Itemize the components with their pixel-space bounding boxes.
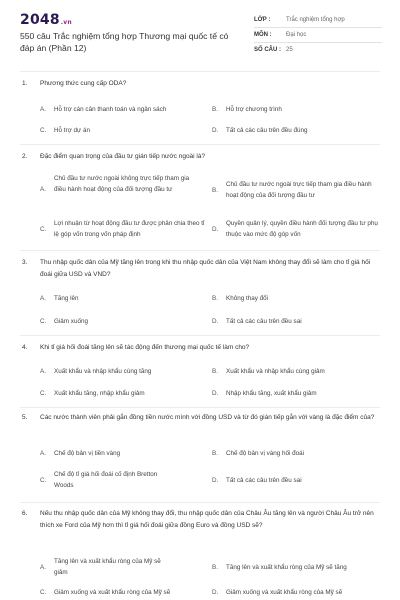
option-label: C.: [40, 127, 47, 134]
logo-text: 2048: [20, 12, 60, 28]
option-text: Nhập khẩu tăng, xuất khẩu giảm: [226, 390, 317, 397]
option-text: Tăng lên: [54, 295, 79, 302]
option-label: C.: [40, 477, 47, 484]
option-text: Tất cả các câu trên đều đúng: [226, 127, 308, 134]
meta-divider: [254, 27, 382, 28]
question-text: Khi tỉ giá hối đoái tăng lên sẽ tác động đến thương mại quốc tế làm cho?: [40, 344, 250, 351]
question-text: Các nước thành viên phải gắn đồng tiền nước mình với đồng USD và từ đó gián tiếp gắn với vàng là đặc điểm của?: [40, 414, 375, 421]
option-label: A.: [40, 368, 46, 375]
option-label: C.: [40, 226, 47, 233]
option-text: Hỗ trợ cán cân thanh toán và ngân sách: [54, 106, 167, 113]
option-label: B.: [212, 564, 218, 571]
question-text: Nếu thu nhập quốc dân của Mỹ không thay đổi, thu nhập quốc dân của Châu Âu tăng lên và người Châu Âu trở nên thích xe Ford của Mỹ hơn thì tỉ giá hối đoái giữa đồng Euro và đồng USD sẽ?: [40, 510, 374, 529]
option-text: Giảm xuống: [54, 318, 88, 325]
option-text: Lợi nhuận từ hoạt động đầu tư được phân chia theo tỉ lệ góp vốn trong vốn pháp định: [54, 220, 205, 238]
option-text: Tất cả các câu trên đều sai: [226, 477, 302, 484]
option-label: D.: [212, 390, 219, 397]
meta-divider: [254, 42, 382, 43]
option-text: Giảm xuống và xuất khẩu ròng của Mỹ sẽ: [54, 589, 171, 596]
option-label: C.: [40, 390, 47, 397]
question-divider: [20, 144, 380, 145]
option-text: Chủ đầu tư nước ngoài không trực tiếp tham gia điều hành hoạt động của đối tượng đầu tư: [54, 175, 190, 193]
option-text: Quyền quản lý, quyền điều hành đối tượng đầu tư phụ thuộc vào mức độ góp vốn: [226, 220, 378, 238]
option-label: B.: [212, 368, 218, 375]
option-label: D.: [212, 318, 219, 325]
option-text: Tăng lên và xuất khẩu ròng của Mỹ sẽ giảm: [54, 558, 161, 576]
option-text: Xuất khẩu tăng, nhập khẩu giảm: [54, 390, 145, 397]
question-number: 1.: [22, 80, 28, 87]
option-text: Xuất khẩu và nhập khẩu cùng tăng: [54, 368, 152, 375]
meta-count-value: 25: [286, 47, 293, 53]
option-label: C.: [40, 589, 47, 596]
question-text: Phương thức cung cấp ODA?: [40, 80, 127, 87]
option-label: D.: [212, 127, 219, 134]
logo-suffix: .vn: [60, 19, 72, 26]
option-text: Tăng lên và xuất khẩu ròng của Mỹ sẽ tăng: [226, 564, 347, 571]
document-meta: [254, 15, 382, 67]
option-text: Xuất khẩu và nhập khẩu cùng giảm: [226, 368, 325, 375]
option-text: Hỗ trợ chương trình: [226, 106, 282, 113]
question-divider: [20, 407, 380, 408]
meta-class-key: LỚP :: [254, 17, 271, 23]
option-text: Tất cả các câu trên đều sai: [226, 318, 302, 325]
option-text: Giảm xuống và xuất khẩu ròng của Mỹ sẽ: [226, 589, 343, 596]
option-text: Chế độ tỉ giá hối đoái cố định Bretton Woods: [54, 471, 158, 489]
meta-count-key: SỐ CÂU :: [254, 47, 281, 53]
option-text: Chủ đầu tư nước ngoài trực tiếp tham gia điều hành hoạt động của đối tượng đầu tư: [226, 181, 372, 199]
option-label: C.: [40, 318, 47, 325]
option-label: A.: [40, 106, 46, 113]
meta-class-value: Trắc nghiệm tổng hợp: [286, 17, 345, 23]
option-text: Chế độ bản vị tiền vàng: [54, 450, 121, 457]
question-divider: [20, 250, 380, 251]
option-label: A.: [40, 186, 46, 193]
option-label: D.: [212, 226, 219, 233]
meta-subject-key: MÔN :: [254, 32, 272, 38]
question-number: 6.: [22, 510, 28, 517]
option-label: B.: [212, 187, 218, 194]
option-text: Hỗ trợ dự án: [54, 127, 90, 134]
header-divider: [20, 71, 380, 72]
question-number: 3.: [22, 259, 28, 266]
option-label: A.: [40, 564, 46, 571]
option-label: B.: [212, 450, 218, 457]
question-number: 2.: [22, 153, 28, 160]
option-label: A.: [40, 295, 46, 302]
question-divider: [20, 335, 380, 336]
question-divider: [20, 502, 380, 503]
option-label: B.: [212, 106, 218, 113]
question-text: Thu nhập quốc dân của Mỹ tăng lên trong khi thu nhập quốc dân của Việt Nam không thay đổi sẽ làm cho tỉ giá hối đoái giữa USD và VND?: [40, 259, 371, 278]
option-label: D.: [212, 589, 219, 596]
option-label: A.: [40, 450, 46, 457]
site-logo[interactable]: [20, 12, 72, 28]
document-title: 550 câu Trắc nghiệm tổng hợp Thương mại quốc tế có đáp án (Phần 12): [20, 31, 229, 53]
question-number: 5.: [22, 414, 28, 421]
meta-subject-value: Đại học: [286, 32, 307, 38]
option-label: B.: [212, 295, 218, 302]
option-label: D.: [212, 477, 219, 484]
option-text: Chế độ bản vị vàng hối đoái: [226, 450, 305, 457]
question-text: Đặc điểm quan trọng của đầu tư gián tiếp nước ngoài là?: [40, 153, 206, 160]
option-text: Không thay đổi: [226, 295, 269, 302]
question-number: 4.: [22, 344, 28, 351]
